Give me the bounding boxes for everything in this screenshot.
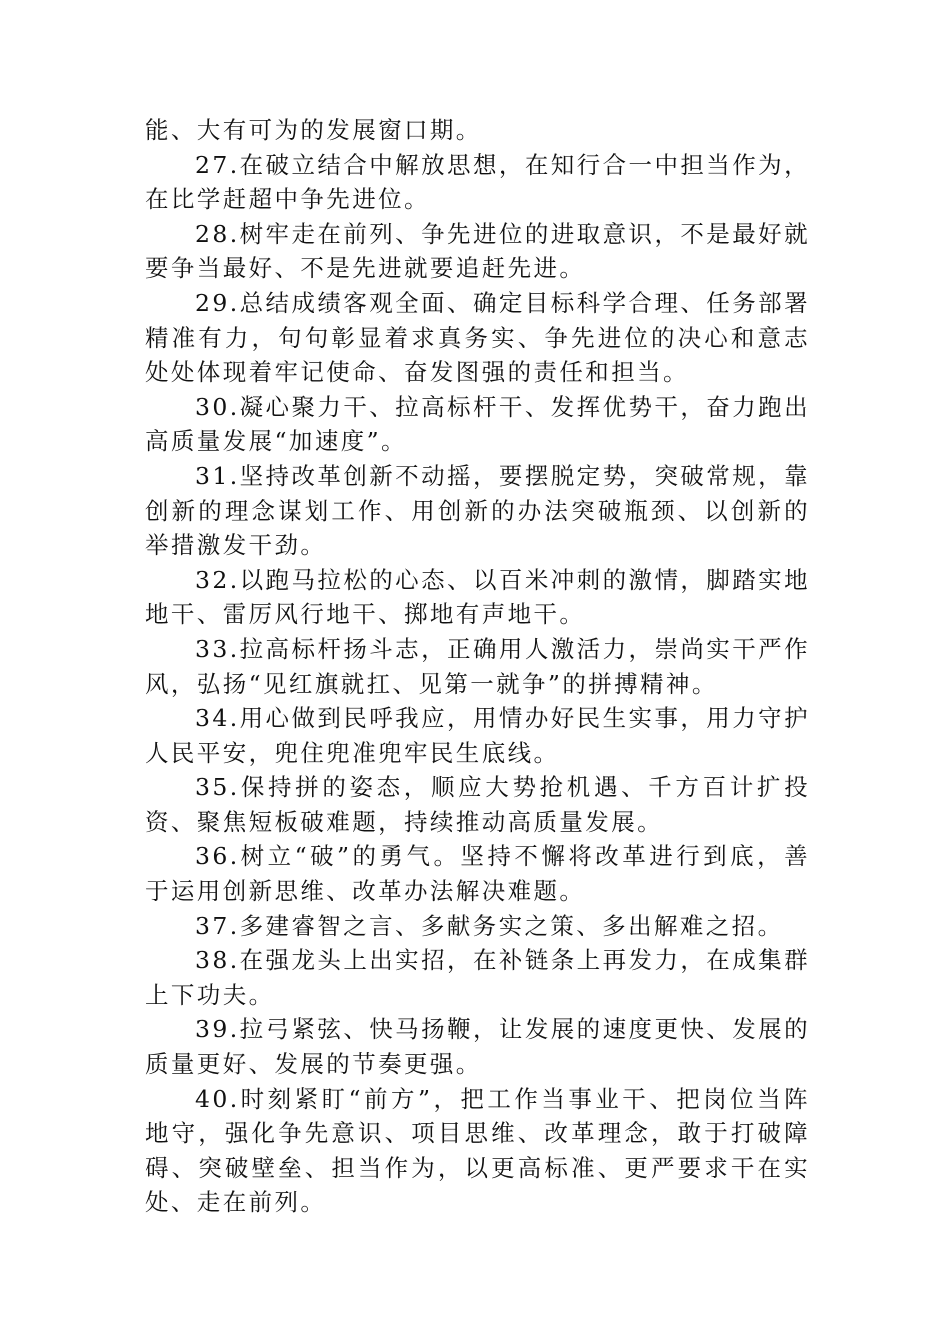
paragraph-37: 37.多建睿智之言、多献务实之策、多出解难之招。: [195, 911, 784, 940]
paragraph-33: 33.拉高标杆扬斗志，正确用人激活力，崇尚实干严作风，弘扬“见红旗就扛、见第一就争”的拼搏精神。: [145, 634, 810, 698]
paragraph-32: 32.以跑马拉松的心态、以百米冲刺的激情，脚踏实地地干、雷厉风行地干、掷地有声地干。: [145, 565, 810, 629]
paragraph-27: 27.在破立结合中解放思想，在知行合一中担当作为，在比学赶超中争先进位。: [145, 150, 810, 214]
paragraph-40: 40.时刻紧盯“前方”，把工作当事业干、把岗位当阵地守，强化争先意识、项目思维、改革理念，敢于打破障碍、突破壁垒、担当作为，以更高标准、更严要求干在实处、走在前列。: [145, 1084, 810, 1217]
paragraph-29: 29.总结成绩客观全面、确定目标科学合理、任务部署精准有力，句句彰显着求真务实、争先进位的决心和意志处处体现着牢记使命、奋发图强的责任和担当。: [145, 288, 810, 387]
paragraph-31: 31.坚持改革创新不动摇，要摆脱定势，突破常规，靠创新的理念谋划工作、用创新的办法突破瓶颈、以创新的举措激发干劲。: [145, 461, 810, 560]
paragraph-36: 36.树立“破”的勇气。坚持不懈将改革进行到底，善于运用创新思维、改革办法解决难题。: [145, 842, 810, 906]
paragraph-39: 39.拉弓紧弦、快马扬鞭，让发展的速度更快、发展的质量更好、发展的节奏更强。: [145, 1015, 810, 1079]
paragraph-38: 38.在强龙头上出实招，在补链条上再发力，在成集群上下功夫。: [145, 946, 810, 1009]
document-page: [145, 113, 810, 1220]
paragraph-34: 34.用心做到民呼我应，用情办好民生实事，用力守护人民平安，兜住兜准兜牢民生底线。: [145, 704, 810, 767]
paragraph-continuation: 能、大有可为的发展窗口期。: [145, 116, 482, 144]
paragraph-28: 28.树牢走在前列、争先进位的进取意识，不是最好就要争当最好、不是先进就要追赶先进。: [145, 219, 810, 283]
paragraph-30: 30.凝心聚力干、拉高标杆干、发挥优势干，奋力跑出高质量发展“加速度”。: [145, 392, 810, 456]
paragraph-35: 35.保持拼的姿态，顺应大势抢机遇、千方百计扩投资、聚焦短板破难题，持续推动高质量发展。: [145, 773, 810, 836]
